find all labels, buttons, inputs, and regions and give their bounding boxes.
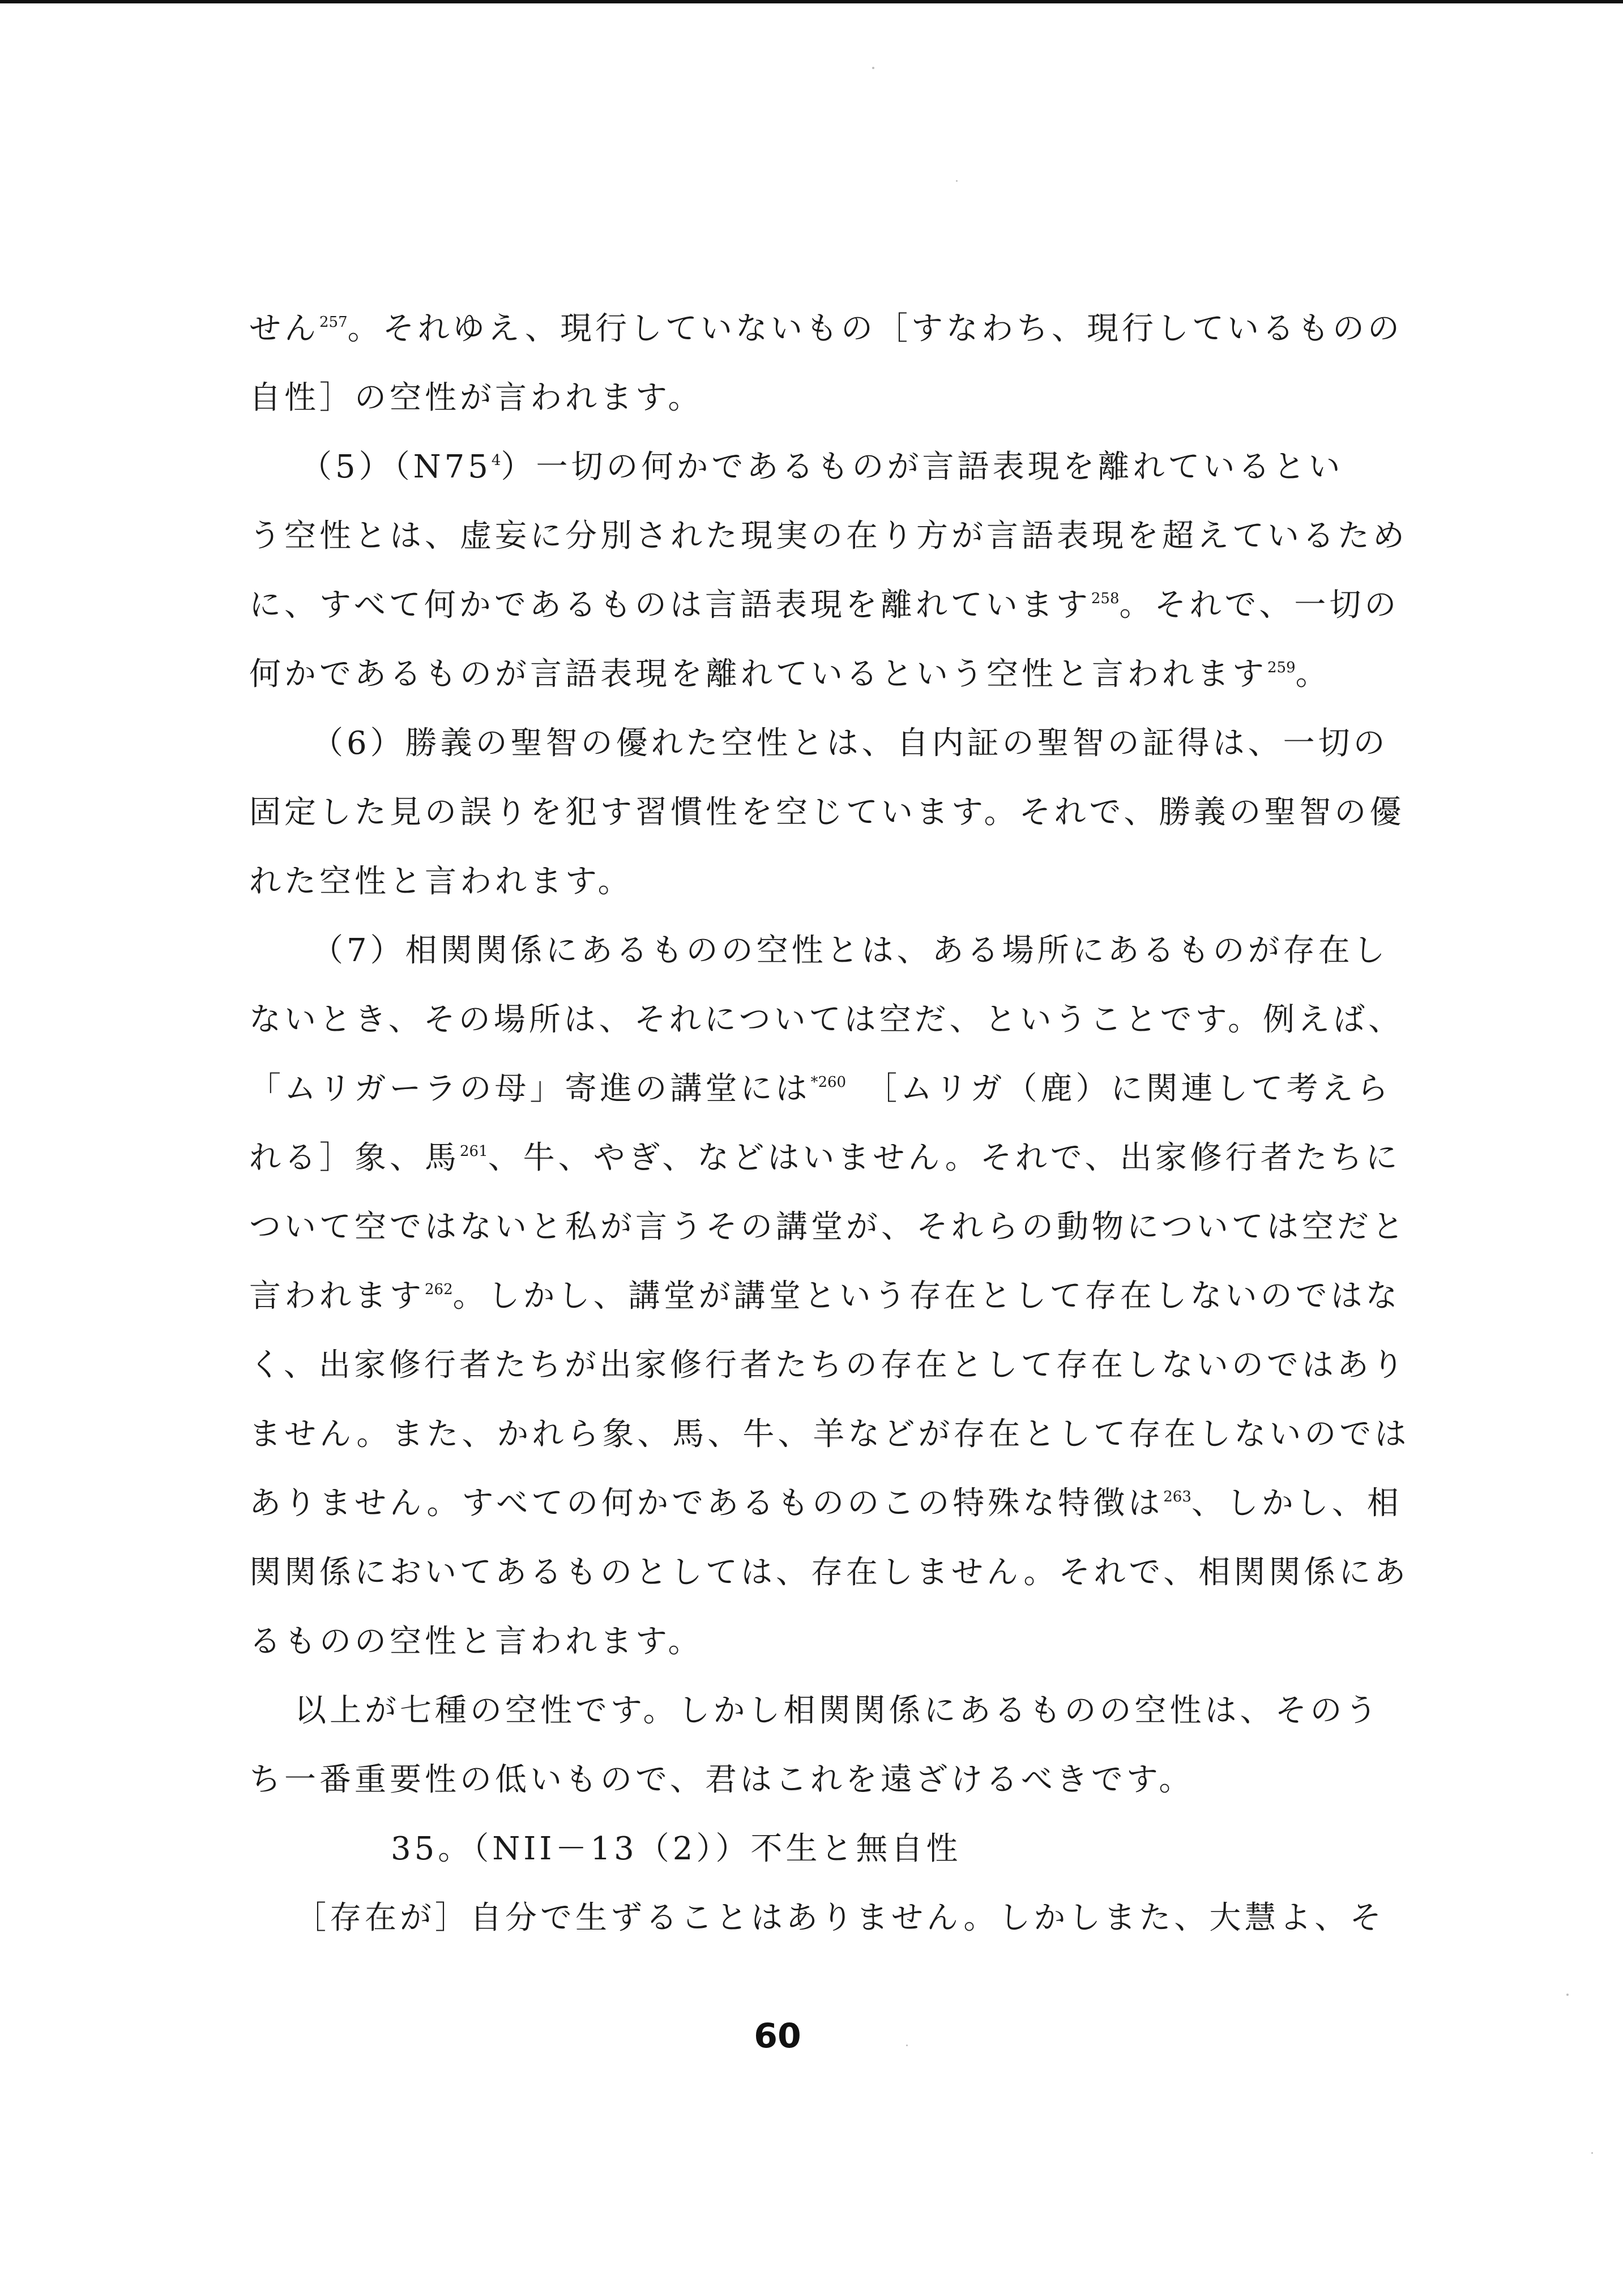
summary-paragraph-line: 以上が七種の空性です。しかし相関関係にあるものの空性は、そのう xyxy=(294,1692,1381,1729)
text-line: れた空性と言われます。 xyxy=(249,863,633,900)
scan-speck xyxy=(1566,1994,1569,1996)
text-line: れる］象、馬$^{261}$、牛、やぎ、などはいません。それで、出家修行者たちに xyxy=(249,1140,1401,1176)
text-line: ついて空ではないと私が言うその講堂が、それらの動物については空だと xyxy=(249,1209,1407,1245)
scan-speck xyxy=(872,67,874,69)
section-heading: 35。（NⅠⅠ－13（2））不生と無自性 xyxy=(391,1830,962,1867)
superscript-marker: 4 xyxy=(491,452,501,469)
text-line: 何かであるものが言語表現を離れているという空性と言われます$^{259}$。 xyxy=(249,656,1331,693)
text-line: う空性とは、虚妄に分別された現実の在り方が言語表現を超えているため xyxy=(249,518,1408,554)
text-line: ないとき、その場所は、それについては空だ、ということです。例えば、 xyxy=(249,1001,1404,1038)
text-line: 言われます$^{262}$。しかし、講堂が講堂という存在として存在しないのではな xyxy=(249,1278,1401,1315)
page-number: 60 xyxy=(754,2016,801,2056)
paragraph-6-heading-line: （6）勝義の聖智の優れた空性とは、自内証の聖智の証得は、一切の xyxy=(311,725,1389,762)
text-line: ち一番重要性の低いもので、君はこれを遠ざけるべきです。 xyxy=(249,1761,1194,1798)
text-line: 関関係においてあるものとしては、存在しません。それで、相関関係にあ xyxy=(249,1554,1410,1591)
scan-speck xyxy=(906,2045,908,2046)
text-line: ［存在が］自分で生ずることはありません。しかしまた、大慧よ、そ xyxy=(294,1900,1385,1936)
text-line: せん$^{257}$。それゆえ、現行していないもの［すなわち、現行しているものの xyxy=(249,310,1403,347)
footnote-marker: *260 xyxy=(810,1074,847,1091)
body-text xyxy=(249,295,1410,1953)
text-line: 自性］の空性が言われます。 xyxy=(249,379,703,416)
scan-speck xyxy=(956,180,958,182)
paragraph-7-heading-line: （7）相関関係にあるものの空性とは、ある場所にあるものが存在し xyxy=(311,932,1389,969)
text-line: 固定した見の誤りを犯す習慣性を空じています。それで、勝義の聖智の優 xyxy=(249,794,1405,831)
text-line: るものの空性と言われます。 xyxy=(249,1623,703,1660)
footnote-marker: 261 xyxy=(460,1143,488,1160)
footnote-marker: 263 xyxy=(1163,1488,1191,1505)
footnote-marker: 257 xyxy=(319,314,348,331)
text-line: 「ムリガーラの母」寄進の講堂には$^{*260}$ ［ムリガ（鹿）に関連して考えら xyxy=(249,1070,1392,1107)
text-line: く、出家修行者たちが出家修行者たちの存在として存在しないのではあり xyxy=(249,1347,1407,1384)
paragraph-5-heading-line: （5）（N75$^4$）一切の何かであるものが言語表現を離れているとい xyxy=(300,449,1344,485)
text-line: ありません。すべての何かであるもののこの特殊な特徴は$^{263}$、しかし、相 xyxy=(249,1485,1402,1522)
footnote-marker: 262 xyxy=(425,1281,453,1298)
scan-speck xyxy=(1591,2152,1593,2154)
text-line: ません。また、かれら象、馬、牛、羊などが存在として存在しないのでは xyxy=(249,1416,1410,1453)
scan-top-edge xyxy=(0,0,1623,3)
text-line: に、すべて何かであるものは言語表現を離れています$^{258}$。それで、一切の xyxy=(249,587,1400,624)
footnote-marker: 259 xyxy=(1267,659,1296,676)
footnote-marker: 258 xyxy=(1091,590,1120,607)
